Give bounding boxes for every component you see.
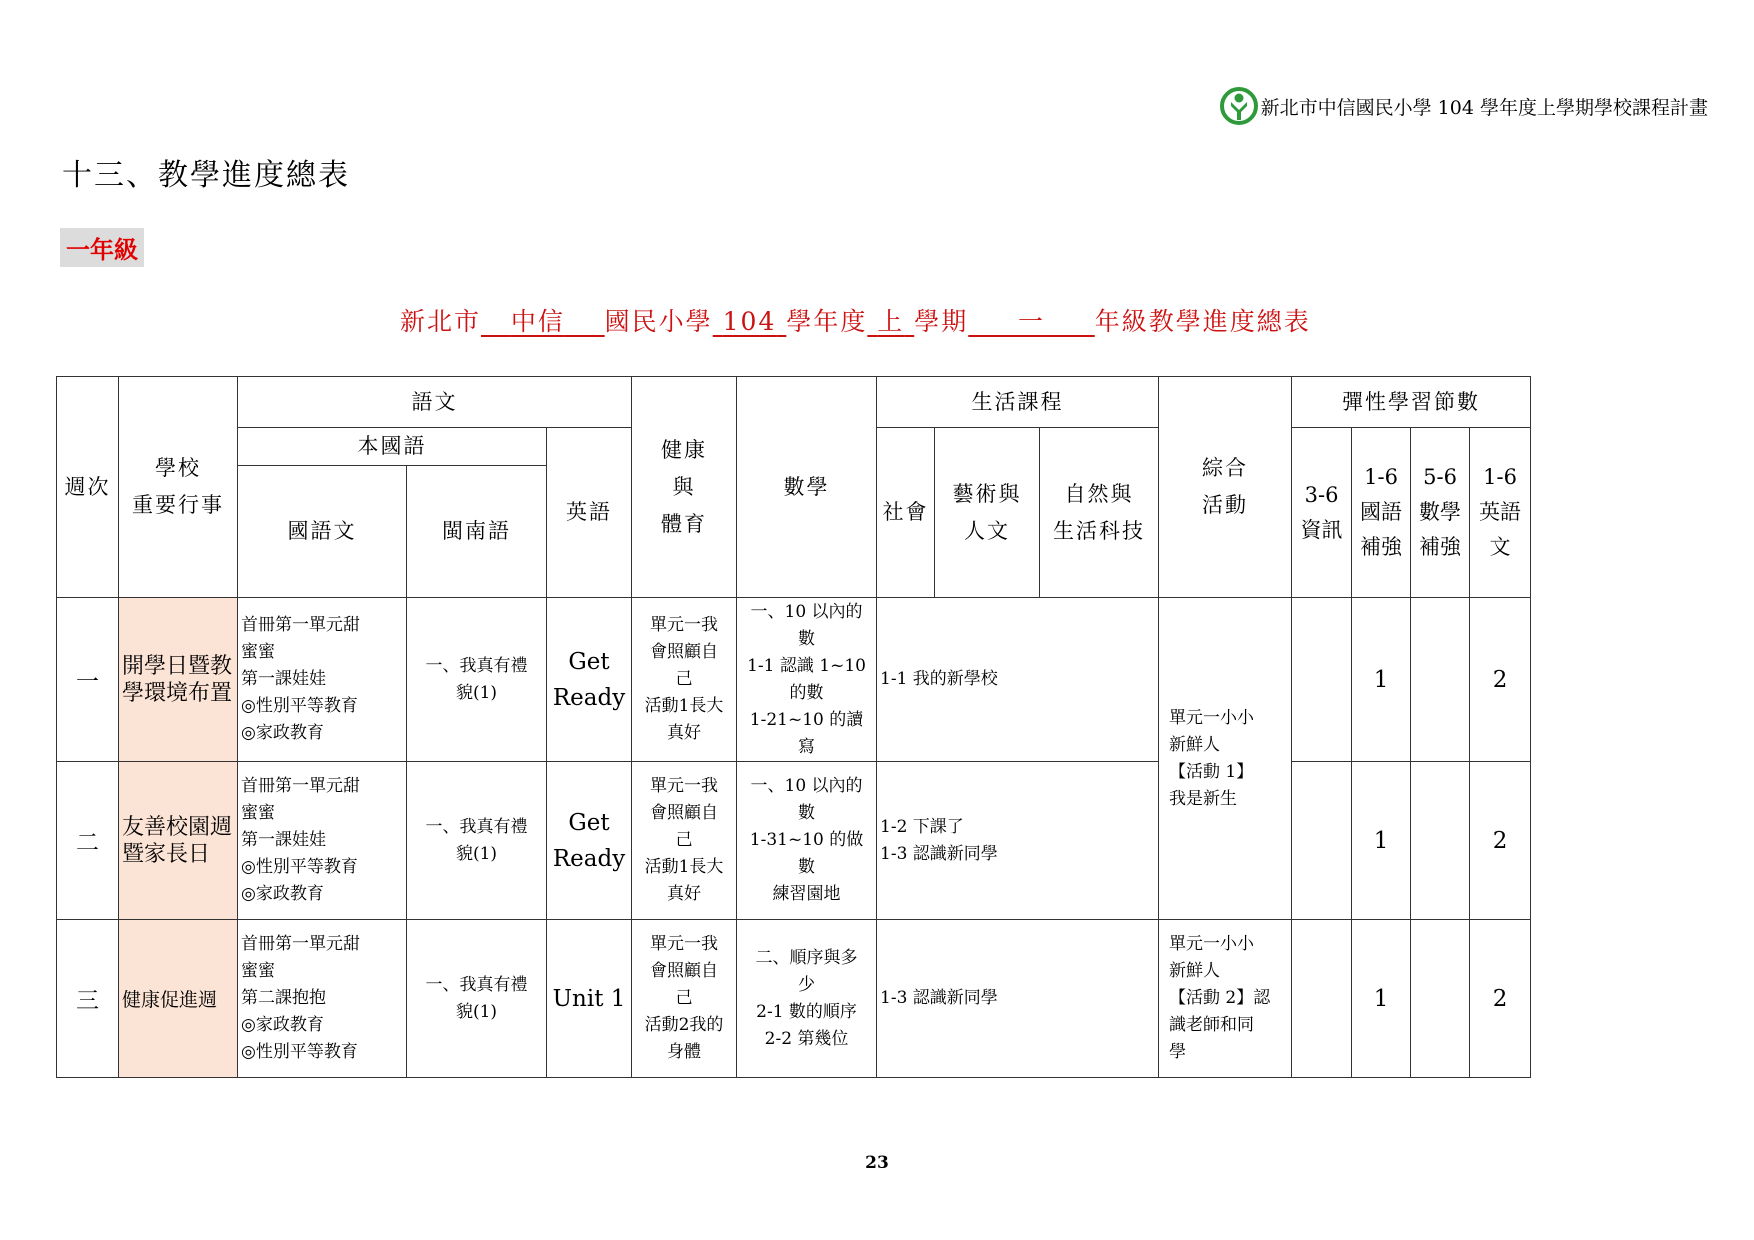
grade-tag: 一年級 — [60, 228, 144, 267]
english-cell: Get Ready — [547, 598, 632, 762]
header-text: 新北市中信國民小學 104 學年度上學期學校課程計畫 — [1260, 96, 1708, 119]
chinese-rem-cell: 1 — [1352, 762, 1411, 920]
math-rem-cell — [1411, 920, 1470, 1078]
title-grade: 一 — [1018, 307, 1046, 336]
english-cell: Get Ready — [547, 762, 632, 920]
col-minnan: 閩南語 — [407, 466, 547, 598]
chinese-rem-cell: 1 — [1352, 920, 1411, 1078]
life-cell: 1-1 我的新學校 — [877, 598, 1159, 762]
col-mandarin: 國語文 — [238, 466, 407, 598]
col-chinese-rem: 1-6 國語 補強 — [1352, 428, 1411, 598]
math-rem-cell — [1411, 762, 1470, 920]
event-cell: 友善校園週暨家長日 — [119, 762, 238, 920]
minnan-cell: 一、我真有禮 貌(1) — [407, 920, 547, 1078]
it-cell — [1292, 920, 1352, 1078]
mandarin-cell: 首冊第一單元甜 蜜蜜 第一課娃娃 ◎性別平等教育 ◎家政教育 — [238, 762, 407, 920]
section-title: 十三、教學進度總表 — [62, 158, 350, 193]
col-flex: 彈性學習節數 — [1292, 377, 1531, 428]
week-cell: 三 — [57, 920, 119, 1078]
col-science: 自然與 生活科技 — [1040, 428, 1159, 598]
col-language: 語文 — [238, 377, 632, 428]
life-cell: 1-3 認識新同學 — [877, 920, 1159, 1078]
table-title — [400, 302, 1311, 338]
english16-cell: 2 — [1470, 920, 1531, 1078]
title-school-suffix: 國民小學 — [604, 307, 713, 336]
col-math-rem: 5-6 數學 補強 — [1411, 428, 1470, 598]
minnan-cell: 一、我真有禮 貌(1) — [407, 762, 547, 920]
col-it: 3-6 資訊 — [1292, 428, 1352, 598]
page-number: 23 — [865, 1153, 889, 1173]
math-cell: 一、10 以內的 數 1-31~10 的做 數 練習園地 — [737, 762, 877, 920]
minnan-cell: 一、我真有禮 貌(1) — [407, 598, 547, 762]
col-native: 本國語 — [238, 428, 547, 466]
col-week: 週次 — [57, 377, 119, 598]
math-cell: 一、10 以內的 數 1-1 認識 1~10 的數 1-21~10 的讀 寫 — [737, 598, 877, 762]
health-cell: 單元一我 會照顧自 己 活動1長大 真好 — [632, 762, 737, 920]
col-life: 生活課程 — [877, 377, 1159, 428]
title-term-suffix: 學期 — [914, 307, 969, 336]
english16-cell: 2 — [1470, 762, 1531, 920]
school-logo-icon — [1219, 86, 1259, 126]
title-grade-suffix: 年級教學進度總表 — [1094, 307, 1311, 336]
table-row — [57, 598, 1531, 762]
event-cell: 開學日暨教學環境布置 — [119, 598, 238, 762]
it-cell — [1292, 762, 1352, 920]
integrated-cell: 單元一小小 新鮮人 【活動 2】認 識老師和同 學 — [1159, 920, 1292, 1078]
title-school: 中信 — [510, 307, 565, 336]
chinese-rem-cell: 1 — [1352, 598, 1411, 762]
col-english: 英語 — [547, 428, 632, 598]
health-cell: 單元一我 會照顧自 己 活動1長大 真好 — [632, 598, 737, 762]
math-rem-cell — [1411, 598, 1470, 762]
health-cell: 單元一我 會照顧自 己 活動2我的 身體 — [632, 920, 737, 1078]
math-cell: 二、順序與多 少 2-1 數的順序 2-2 第幾位 — [737, 920, 877, 1078]
col-arts: 藝術與 人文 — [935, 428, 1040, 598]
schedule-table — [56, 376, 1531, 1078]
col-health: 健康 與 體育 — [632, 377, 737, 598]
week-cell: 一 — [57, 598, 119, 762]
mandarin-cell: 首冊第一單元甜 蜜蜜 第一課娃娃 ◎性別平等教育 ◎家政教育 — [238, 598, 407, 762]
col-events: 學校 重要行事 — [119, 377, 238, 598]
table-row — [57, 762, 1531, 920]
integrated-cell: 單元一小小 新鮮人 【活動 1】 我是新生 — [1159, 598, 1292, 920]
week-cell: 二 — [57, 762, 119, 920]
title-year: 104 — [722, 307, 777, 336]
title-year-suffix: 學年度 — [786, 307, 868, 336]
col-math: 數學 — [737, 377, 877, 598]
english16-cell: 2 — [1470, 598, 1531, 762]
title-term: 上 — [877, 307, 905, 336]
col-english16: 1-6 英語 文 — [1470, 428, 1531, 598]
title-city: 新北市 — [400, 307, 482, 336]
mandarin-cell: 首冊第一單元甜 蜜蜜 第二課抱抱 ◎家政教育 ◎性別平等教育 — [238, 920, 407, 1078]
english-cell: Unit 1 — [547, 920, 632, 1078]
event-cell: 健康促進週 — [119, 920, 238, 1078]
life-cell: 1-2 下課了 1-3 認識新同學 — [877, 762, 1159, 920]
col-social: 社會 — [877, 428, 935, 598]
col-integrated: 綜合 活動 — [1159, 377, 1292, 598]
table-row — [57, 920, 1531, 1078]
it-cell — [1292, 598, 1352, 762]
page-header — [1219, 86, 1708, 126]
